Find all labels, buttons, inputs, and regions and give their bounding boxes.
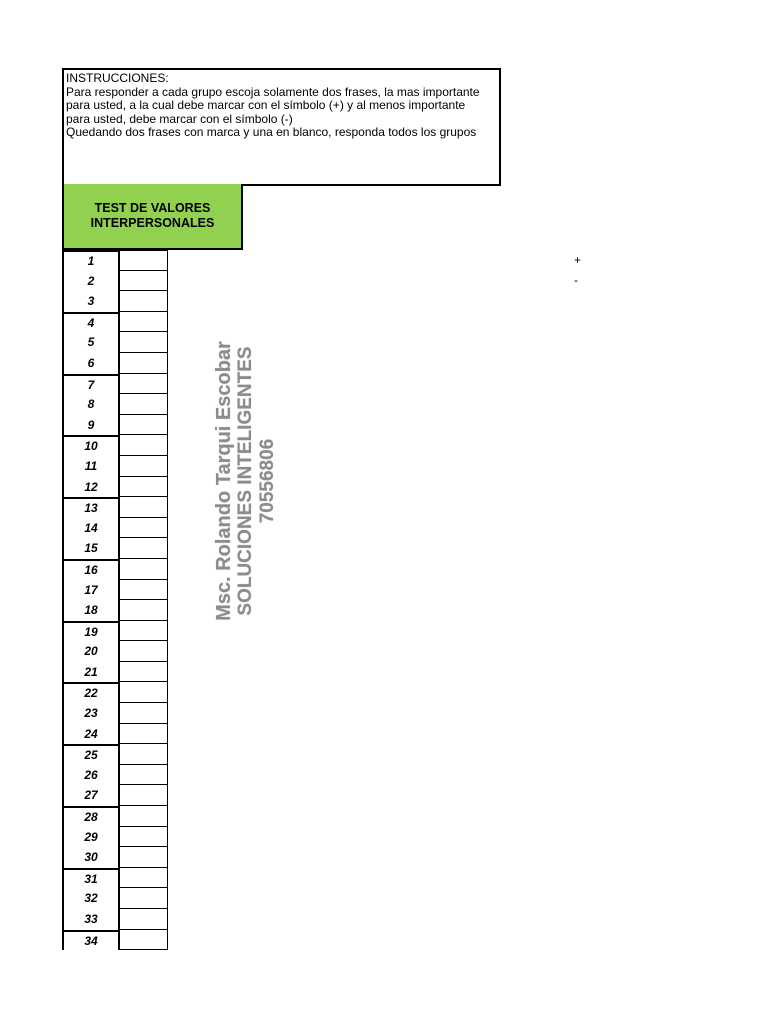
answer-row [62,415,169,436]
answer-cell[interactable] [120,477,168,498]
instructions-line: para usted, debe marcar con el símbolo (-) [66,111,293,126]
answer-cell[interactable] [120,744,168,765]
answer-row [62,600,169,621]
watermark [213,281,303,681]
row-number: 26 [62,765,120,786]
answer-row [62,827,169,848]
answer-row [62,703,169,724]
test-title [62,184,243,250]
answer-grid [62,250,169,950]
answer-cell[interactable] [120,682,168,703]
answer-cell[interactable] [120,312,168,333]
answer-cell[interactable] [120,518,168,539]
row-number: 3 [62,291,120,312]
row-number: 14 [62,518,120,539]
answer-cell[interactable] [120,271,168,292]
instructions-line: Quedando dos frases con marca y una en blanco, responda todos los grupos [66,125,477,139]
answer-row [62,559,169,580]
instructions-line: INSTRUCCIONES: [66,71,169,85]
test-title-line1: TEST DE VALORES [94,201,211,215]
answer-row [62,435,169,456]
answer-cell[interactable] [120,806,168,827]
answer-row [62,888,169,909]
row-number: 19 [62,621,120,642]
row-number: 34 [62,930,120,951]
answer-row [62,250,169,271]
answer-row [62,724,169,745]
answer-row [62,868,169,889]
answer-cell[interactable] [120,353,168,374]
row-number: 23 [62,703,120,724]
row-number: 31 [62,868,120,889]
row-number: 25 [62,744,120,765]
answer-cell[interactable] [120,497,168,518]
row-number: 9 [62,415,120,436]
answer-cell[interactable] [120,641,168,662]
row-number: 22 [62,682,120,703]
answer-row [62,682,169,703]
answer-row [62,785,169,806]
row-number: 1 [62,250,120,271]
row-number: 4 [62,312,120,333]
answer-cell[interactable] [120,456,168,477]
answer-cell[interactable] [120,332,168,353]
answer-row [62,847,169,868]
row-number: 6 [62,353,120,374]
answer-row [62,497,169,518]
row-number: 12 [62,477,120,498]
answer-row [62,374,169,395]
row-number: 32 [62,888,120,909]
row-number: 8 [62,394,120,415]
answer-row [62,806,169,827]
instructions-line: Para responder a cada grupo escoja solamente dos frases, la mas importante [66,84,480,99]
answer-row [62,291,169,312]
answer-cell[interactable] [120,538,168,559]
row-number: 5 [62,332,120,353]
answer-row [62,662,169,683]
answer-cell[interactable] [120,888,168,909]
answer-cell[interactable] [120,724,168,745]
answer-cell[interactable] [120,868,168,889]
row-number: 33 [62,909,120,930]
answer-row [62,580,169,601]
row-number: 24 [62,724,120,745]
row-number: 2 [62,271,120,292]
row-number: 13 [62,497,120,518]
answer-cell[interactable] [120,580,168,601]
answer-cell[interactable] [120,662,168,683]
watermark-line2: SOLUCIONES INTELIGENTES [235,346,256,616]
answer-cell[interactable] [120,827,168,848]
answer-row [62,312,169,333]
answer-cell[interactable] [120,415,168,436]
answer-row [62,271,169,292]
answer-cell[interactable] [120,374,168,395]
answer-cell[interactable] [120,291,168,312]
answer-cell[interactable] [120,703,168,724]
row-number: 7 [62,374,120,395]
answer-row [62,621,169,642]
answer-row [62,930,169,951]
watermark-line1: Msc. Rolando Tarqui Escobar [213,341,235,621]
answer-row [62,641,169,662]
answer-cell[interactable] [120,435,168,456]
answer-cell[interactable] [120,909,168,930]
answer-row [62,394,169,415]
row-number: 10 [62,435,120,456]
watermark-line3: 70556806 [257,438,278,524]
answer-cell[interactable] [120,559,168,580]
answer-row [62,538,169,559]
answer-row [62,518,169,539]
answer-cell[interactable] [120,394,168,415]
legend-minus: - [574,273,578,287]
row-number: 30 [62,847,120,868]
answer-row [62,909,169,930]
answer-row [62,744,169,765]
answer-cell[interactable] [120,785,168,806]
instructions-line: para usted, a la cual debe marcar con el símbolo (+) y al menos importante [66,98,466,112]
row-number: 16 [62,559,120,580]
row-number: 28 [62,806,120,827]
instructions-box [62,68,501,186]
row-number: 15 [62,538,120,559]
answer-row [62,332,169,353]
row-number: 20 [62,641,120,662]
test-title-line2: INTERPERSONALES [90,216,215,230]
answer-row [62,477,169,498]
answer-cell[interactable] [120,250,168,271]
row-number: 17 [62,580,120,601]
answer-cell[interactable] [120,847,168,868]
legend-plus: + [574,253,582,267]
row-number: 21 [62,662,120,683]
row-number: 27 [62,785,120,806]
answer-row [62,765,169,786]
answer-cell[interactable] [120,621,168,642]
answer-cell[interactable] [120,930,168,951]
row-number: 11 [62,456,120,477]
answer-cell[interactable] [120,765,168,786]
row-number: 29 [62,827,120,848]
answer-row [62,353,169,374]
row-number: 18 [62,600,120,621]
answer-cell[interactable] [120,600,168,621]
answer-row [62,456,169,477]
